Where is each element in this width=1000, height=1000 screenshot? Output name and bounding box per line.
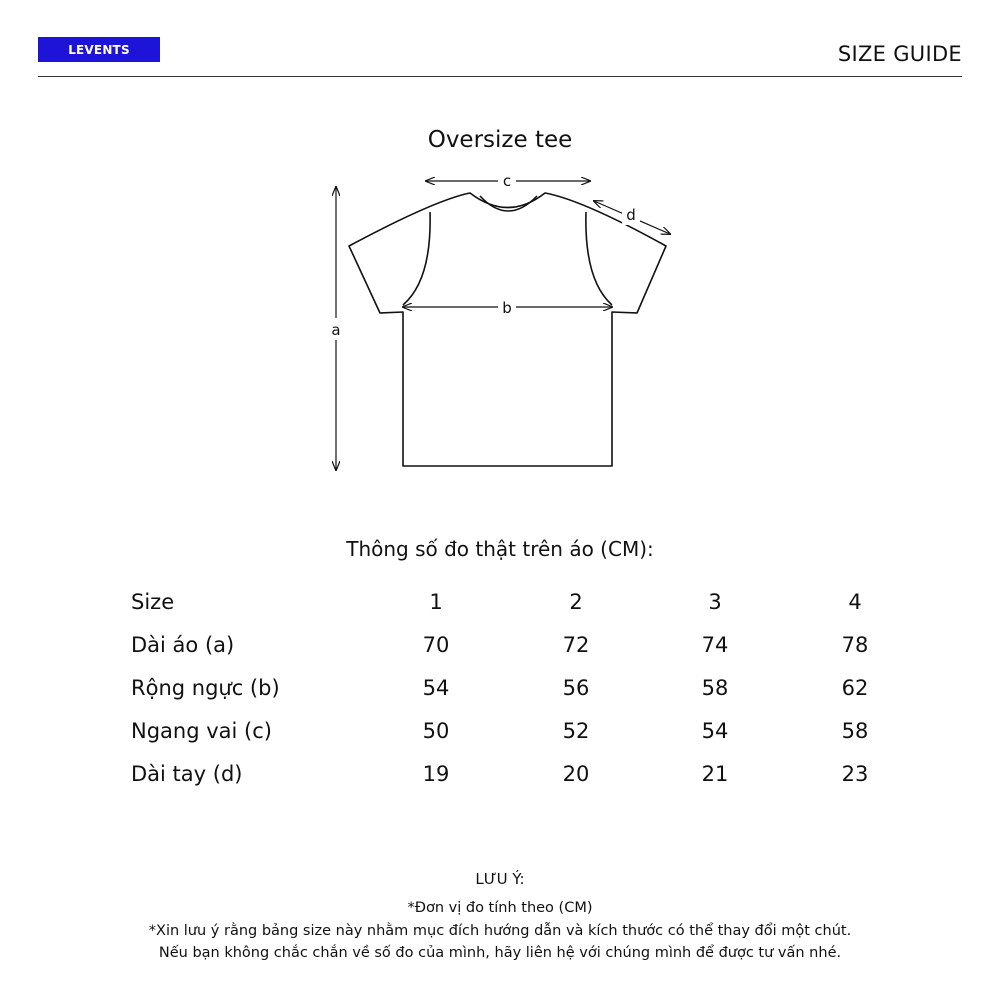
tshirt-outline — [349, 193, 666, 466]
table-cell: 58 — [841, 719, 869, 743]
table-cell: 4 — [848, 590, 862, 614]
table-cell: 21 — [701, 762, 729, 786]
table-cell: 72 — [562, 633, 590, 657]
table-cell: 56 — [562, 676, 590, 700]
table-row-sleeve — [131, 752, 871, 795]
table-cell: 3 — [708, 590, 722, 614]
label-c: c — [502, 172, 512, 190]
table-cell: 62 — [841, 676, 869, 700]
product-title: Oversize tee — [427, 127, 573, 153]
table-cell: 2 — [569, 590, 583, 614]
left-armhole-seam — [403, 212, 430, 305]
right-armhole-seam — [586, 212, 612, 305]
note-line: Nếu bạn không chắc chắn về số đo của mình, hãy liên hệ với chúng mình để được tư vấn nhé. — [158, 945, 842, 961]
label-a: a — [331, 321, 341, 339]
notes-title: LƯU Ý: — [475, 870, 525, 888]
row-label: Size — [131, 590, 175, 614]
tshirt-collar — [480, 196, 537, 211]
size-table — [131, 580, 871, 795]
table-cell: 78 — [841, 633, 869, 657]
label-d: d — [626, 206, 636, 224]
label-b: b — [502, 299, 512, 317]
note-line: *Xin lưu ý rằng bảng size này nhằm mục đích hướng dẫn và kích thước có thể thay đổi một chút. — [148, 923, 852, 939]
row-label: Rộng ngực (b) — [131, 676, 280, 700]
table-cell: 54 — [422, 676, 450, 700]
table-cell: 1 — [429, 590, 443, 614]
table-cell: 20 — [562, 762, 590, 786]
table-row-size — [131, 580, 871, 623]
table-cell: 19 — [422, 762, 450, 786]
spec-heading: Thông số đo thật trên áo (CM): — [346, 537, 654, 561]
table-cell: 58 — [701, 676, 729, 700]
row-label: Dài tay (d) — [131, 762, 243, 786]
table-row-chest — [131, 666, 871, 709]
table-cell: 52 — [562, 719, 590, 743]
table-cell: 50 — [422, 719, 450, 743]
note-line: *Đơn vị đo tính theo (CM) — [407, 900, 593, 916]
table-cell: 54 — [701, 719, 729, 743]
brand-name: LEVENTS — [68, 42, 130, 57]
table-cell: 23 — [841, 762, 869, 786]
page-title: SIZE GUIDE — [837, 42, 962, 66]
table-cell: 74 — [701, 633, 729, 657]
row-label: Dài áo (a) — [131, 633, 235, 657]
table-row-length — [131, 623, 871, 666]
table-row-shoulder — [131, 709, 871, 752]
row-label: Ngang vai (c) — [131, 719, 272, 743]
table-cell: 70 — [422, 633, 450, 657]
